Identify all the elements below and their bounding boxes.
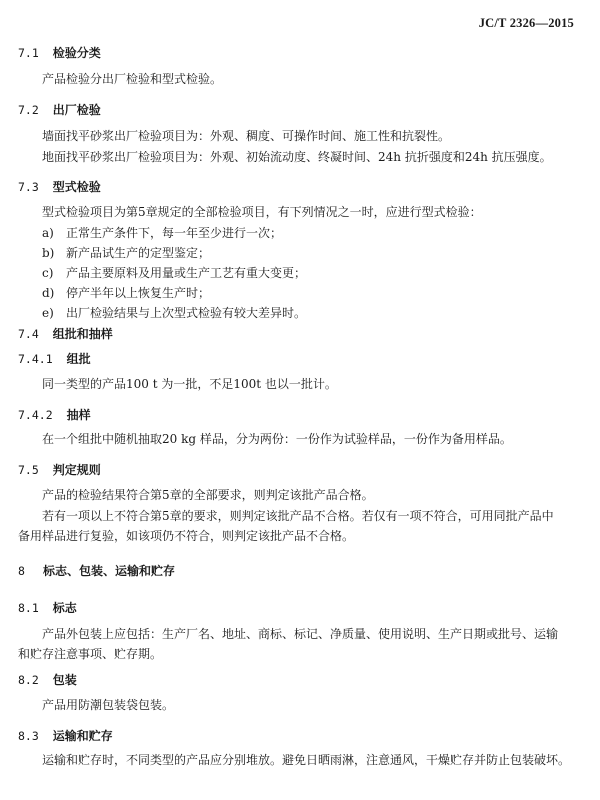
paragraph: 产品检验分出厂检验和型式检验。 [42,72,223,86]
list-text: 停产半年以上恢复生产时； [66,286,211,300]
section-number: 7.3 [18,180,39,194]
paragraph: 若有一项以上不符合第5章的要求，则判定该批产品不合格。若仅有一项不符合，可用同批产品中 [42,509,554,523]
section-number: 8.3 [18,729,39,743]
section-number: 7.4.2 [18,408,53,422]
paragraph-continuation: 和贮存注意事项、贮存期。 [18,647,163,661]
section-8-1-heading [18,599,77,616]
list-text: 产品主要原料及用量或生产工艺有重大变更； [66,266,307,280]
paragraph: 运输和贮存时，不同类型的产品应分别堆放。避免日晒雨淋，注意通风，干燥贮存并防止包装破坏。 [42,753,571,767]
section-title: 组批 [66,352,91,366]
list-marker: b) [42,246,55,260]
list-marker: e) [42,306,54,320]
section-number: 7.4.1 [18,352,53,366]
list-item [42,264,306,281]
section-number: 8 [18,564,25,578]
list-item [42,284,210,301]
section-title: 判定规则 [52,463,101,477]
section-title: 标志、包装、运输和贮存 [42,564,175,578]
paragraph: 地面找平砂浆出厂检验项目为：外观、初始流动度、终凝时间、24h 抗折强度和24h 抗压强度。 [42,150,552,164]
section-7-4-2-heading [18,406,91,423]
paragraph-continuation: 备用样品进行复验，如该项仍不符合，则判定该批产品不合格。 [18,529,355,543]
section-7-4-1-heading [18,350,91,367]
section-title: 运输和贮存 [52,729,113,743]
paragraph: 型式检验项目为第5章规定的全部检验项目，有下列情况之一时，应进行型式检验： [42,205,482,219]
paragraph: 产品用防潮包装袋包装。 [42,698,175,712]
paragraph: 在一个组批中随机抽取20 kg 样品，分为两份：一份作为试验样品，一份作为备用样品。 [42,432,512,446]
document-code: JC/T 2326—2015 [478,16,574,30]
section-number: 7.4 [18,327,39,341]
section-8-2-heading [18,671,77,688]
paragraph: 产品外包装上应包括：生产厂名、地址、商标、标记、净质量、使用说明、生产日期或批号、运输 [42,627,559,641]
list-text: 新产品试生产的定型鉴定； [66,246,211,260]
list-marker: d) [42,286,55,300]
list-text: 正常生产条件下，每一年至少进行一次； [66,226,283,240]
section-title: 标志 [52,601,77,615]
section-title: 型式检验 [52,180,101,194]
section-8-3-heading [18,727,113,744]
paragraph: 产品的检验结果符合第5章的全部要求，则判定该批产品合格。 [42,488,374,502]
list-item [42,304,306,321]
section-number: 7.1 [18,46,39,60]
list-item [42,244,210,261]
section-7-4-heading [18,325,113,342]
section-7-5-heading [18,461,101,478]
section-title: 出厂检验 [52,103,101,117]
list-marker: a) [42,226,54,240]
section-number: 8.2 [18,673,39,687]
section-7-1-heading [18,44,101,61]
paragraph: 同一类型的产品100 t 为一批，不足100t 也以一批计。 [42,377,337,391]
section-title: 抽样 [66,408,91,422]
section-8-heading [18,562,175,579]
list-marker: c) [42,266,54,280]
section-7-2-heading [18,101,101,118]
section-7-3-heading [18,178,101,195]
list-item [42,224,282,241]
section-title: 检验分类 [52,46,101,60]
paragraph: 墙面找平砂浆出厂检验项目为：外观、稠度、可操作时间、施工性和抗裂性。 [42,129,451,143]
section-number: 8.1 [18,601,39,615]
section-title: 包装 [52,673,77,687]
list-text: 出厂检验结果与上次型式检验有较大差异时。 [66,306,307,320]
section-title: 组批和抽样 [52,327,113,341]
section-number: 7.5 [18,463,39,477]
section-number: 7.2 [18,103,39,117]
